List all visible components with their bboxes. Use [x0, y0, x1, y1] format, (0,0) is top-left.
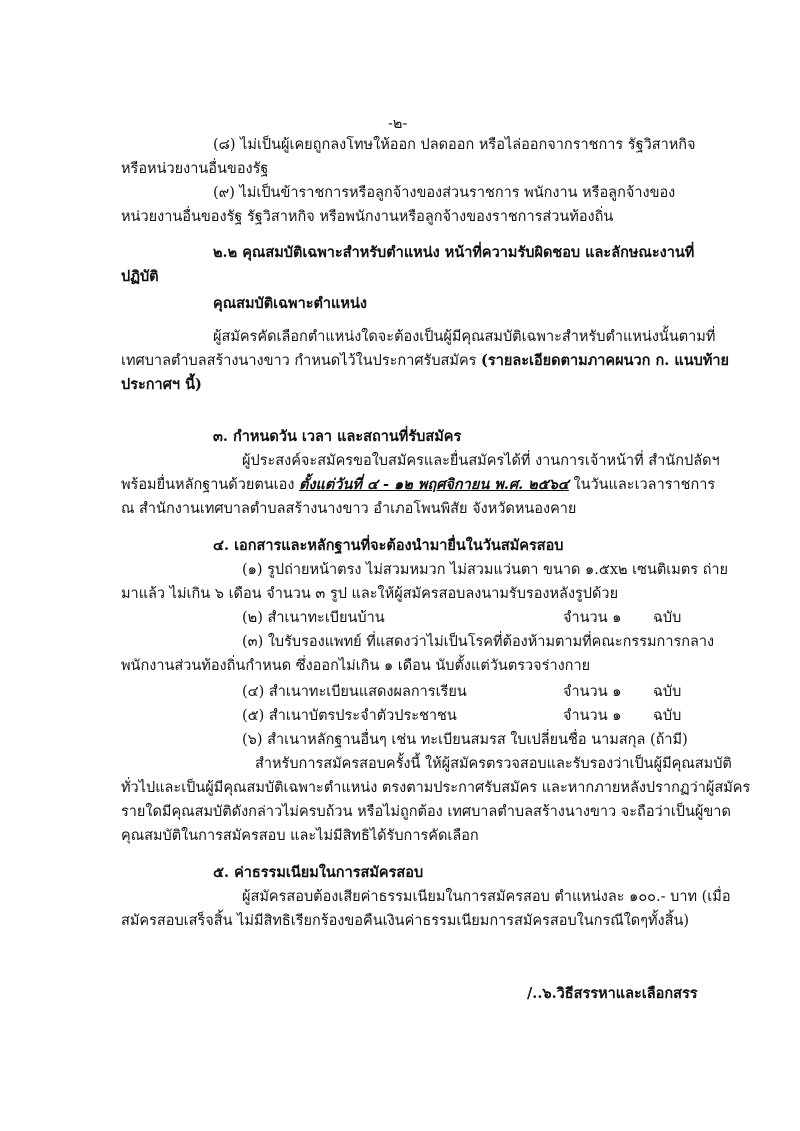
section-5-line-2: สมัครสอบเสร็จสิ้น ไม่มีสิทธิเรียกร้องขอคืนเงินค่าธรรมเนียมการสมัครสอบในกรณีใดๆทั้งสิ้น)	[121, 913, 690, 929]
section-4-item-6: (๖) สำเนาหลักฐานอื่นๆ เช่น ทะเบียนสมรส ใบเปลี่ยนชื่อ นามสกุล (ถ้ามี)	[242, 732, 688, 748]
item-8-line-2: หรือหน่วยงานอื่นของรัฐ	[121, 161, 269, 177]
annex-reference: (รายละเอียดตามภาคผนวก ก. แนบท้าย	[481, 352, 730, 369]
section-2-2-line-3: ประกาศฯ นี้)	[121, 376, 202, 393]
section-4-note-line-4: คุณสมบัติในการสมัครสอบ และไม่มีสิทธิได้รับการคัดเลือก	[121, 828, 479, 844]
section-4-item-4-count: จำนวน ๑	[563, 684, 622, 700]
section-4-item-4: (๔) สำเนาทะเบียนแสดงผลการเรียน	[242, 684, 467, 700]
section-4-item-1-line-2: มาแล้ว ไม่เกิน ๖ เดือน จำนวน ๓ รูป และให้ผู้สมัครสอบลงนามรับรองหลังรูปด้วย	[121, 586, 619, 602]
section-4-note-line-2: ทั่วไปและเป็นผู้มีคุณสมบัติเฉพาะตำแหน่ง ตรงตามประกาศรับสมัคร และหากภายหลังปรากฏว่าผู้สมัคร	[121, 780, 751, 796]
section-4-heading: ๔. เอกสารและหลักฐานที่จะต้องนำมายื่นในวันสมัครสอบ	[213, 537, 564, 554]
section-5-heading: ๕. ค่าธรรมเนียมในการสมัครสอบ	[213, 864, 424, 881]
section-4-note-line-1: สำหรับการสมัครสอบครั้งนี้ ให้ผู้สมัครตรวจสอบและรับรองว่าเป็นผู้มีคุณสมบัติ	[255, 756, 732, 772]
section-2-2-heading-cont: ปฏิบัติ	[121, 268, 159, 285]
section-4-item-5-count: จำนวน ๑	[563, 708, 622, 724]
section-4-item-2: (๒) สำเนาทะเบียนบ้าน	[242, 610, 385, 626]
section-2-2-heading: ๒.๒ คุณสมบัติเฉพาะสำหรับตำแหน่ง หน้าที่ความรับผิดชอบ และลักษณะงานที่	[213, 244, 695, 261]
section-2-2-line-1: ผู้สมัครคัดเลือกตำแหน่งใดจะต้องเป็นผู้มีคุณสมบัติเฉพาะสำหรับตำแหน่งนั้นตามที่	[213, 329, 716, 345]
section-3-line-1: ผู้ประสงค์จะสมัครขอใบสมัครและยื่นสมัครได้ที่ งานการเจ้าหน้าที่ สำนักปลัดฯ	[242, 453, 720, 469]
section-4-item-3-line-1: (๓) ใบรับรองแพทย์ ที่แสดงว่าไม่เป็นโรคที่ต้องห้ามตามที่คณะกรรมการกลาง	[242, 634, 715, 650]
section-3-heading: ๓. กำหนดวัน เวลา และสถานที่รับสมัคร	[213, 428, 462, 445]
section-4-item-5-unit: ฉบับ	[653, 708, 682, 724]
section-3-line-3: ณ สำนักงานเทศบาลตำบลสร้างนางขาว อำเภอโพนพิสัย จังหวัดหนองคาย	[121, 501, 577, 517]
page-number: -๒-	[388, 116, 408, 132]
item-8-line-1: (๘) ไม่เป็นผู้เคยถูกลงโทษให้ออก ปลดออก หรือไล่ออกจากราชการ รัฐวิสาหกิจ	[213, 137, 696, 153]
application-period: ตั้งแต่วันที่ ๔ - ๑๒ พฤศจิกายน พ.ศ. ๒๕๖๔	[299, 476, 569, 493]
continuation-note: /..๖.วิธีสรรหาและเลือกสรร	[527, 985, 698, 1002]
section-3-line-2-end: ในวันและเวลาราชการ	[568, 477, 716, 493]
item-9-line-1: (๙) ไม่เป็นข้าราชการหรือลูกจ้างของส่วนราชการ พนักงาน หรือลูกจ้างของ	[213, 185, 676, 201]
section-3-line-2	[121, 476, 715, 494]
section-4-item-5: (๕) สำเนาบัตรประจำตัวประชาชน	[242, 708, 457, 724]
section-4-item-2-count: จำนวน ๑	[563, 610, 622, 626]
section-2-2-line-2	[121, 352, 729, 370]
section-4-item-3-line-2: พนักงานส่วนท้องถิ่นกำหนด ซึ่งออกไม่เกิน ๑ เดือน นับตั้งแต่วันตรวจร่างกาย	[121, 658, 591, 674]
section-4-item-2-unit: ฉบับ	[653, 610, 682, 626]
section-2-2-subheading: คุณสมบัติเฉพาะตำแหน่ง	[213, 295, 367, 312]
item-9-line-2: หน่วยงานอื่นของรัฐ รัฐวิสาหกิจ หรือพนักงานหรือลูกจ้างของราชการส่วนท้องถิ่น	[121, 209, 614, 225]
section-4-item-1-line-1: (๑) รูปถ่ายหน้าตรง ไม่สวมหมวก ไม่สวมแว่นตา ขนาด ๑.๕x๒ เซนติเมตร ถ่าย	[242, 562, 729, 578]
section-2-2-line-2-text: เทศบาลตำบลสร้างนางขาว กำหนดไว้ในประกาศรับสมัคร	[121, 353, 482, 369]
section-3-line-2-text: พร้อมยื่นหลักฐานด้วยตนเอง	[121, 477, 300, 493]
section-5-line-1: ผู้สมัครสอบต้องเสียค่าธรรมเนียมในการสมัครสอบ ตำแหน่งละ ๑๐๐.- บาท (เมื่อ	[242, 889, 731, 905]
section-4-note-line-3: รายใดมีคุณสมบัติดังกล่าวไม่ครบถ้วน หรือไม่ถูกต้อง เทศบาลตำบลสร้างนางขาว จะถือว่าเป็นผู้ขาด	[121, 804, 731, 820]
section-4-item-4-unit: ฉบับ	[653, 684, 682, 700]
